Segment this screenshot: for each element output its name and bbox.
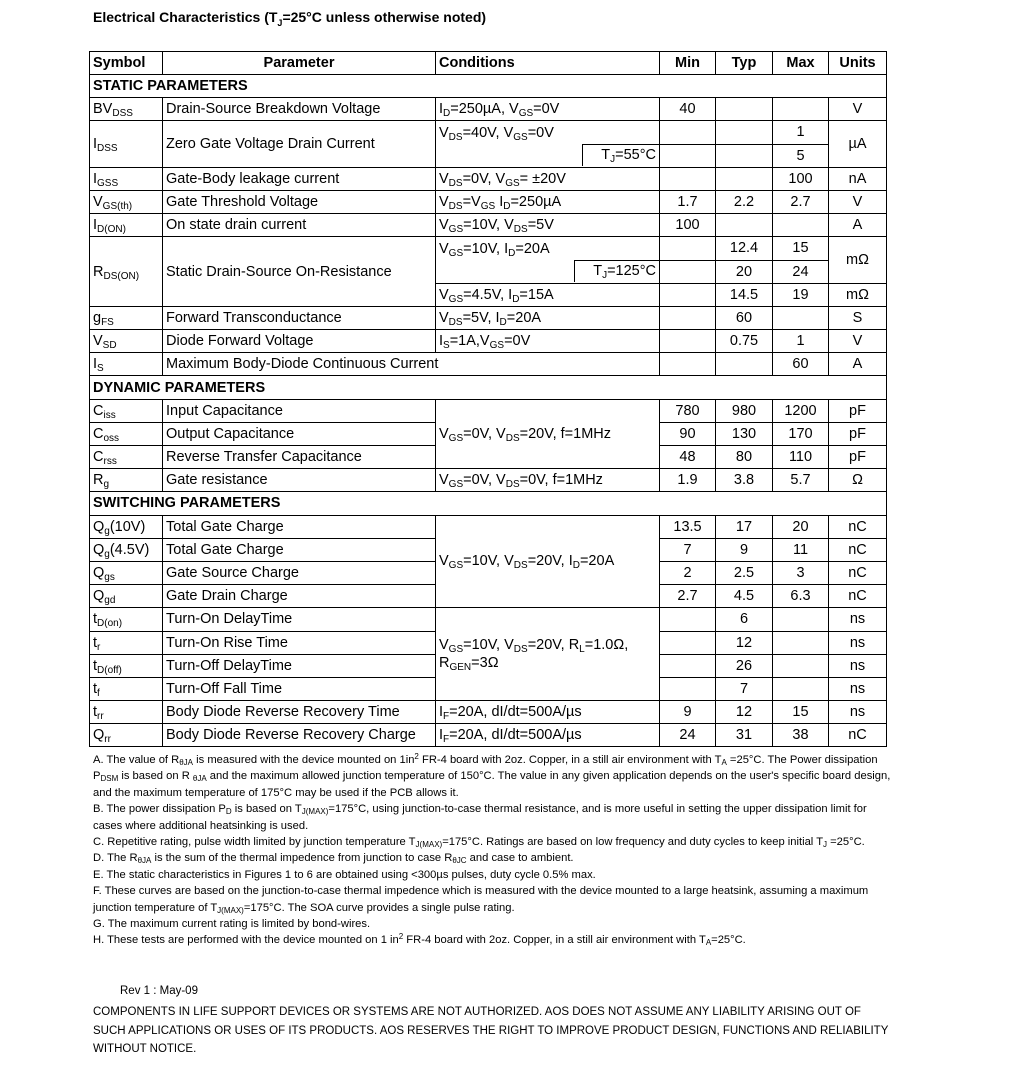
note-f: F. These curves are based on the junction-to-case thermal impedence which is measured with the device mounted to a large heatsink, assuming a maximum junction temperature of $T_{J(MAX)}=175^\circ C$. The SOA curve provides a single pulse rating.: [93, 885, 869, 915]
max-value: 15: [773, 701, 829, 724]
header-symbol: Symbol: [90, 52, 163, 75]
unit: nC: [829, 515, 887, 538]
header-typ: Typ: [716, 52, 773, 75]
conditions: $V_{GS}=0V$, $V_{DS}=0V$, f=1MHz: [436, 469, 660, 492]
max-value: [773, 306, 829, 329]
min-value: 1.7: [660, 190, 716, 213]
min-value: [660, 121, 716, 144]
unit: Ω: [829, 469, 887, 492]
symbol: $C_{oss}$: [90, 422, 163, 445]
min-value: 40: [660, 98, 716, 121]
parameter: Drain-Source Breakdown Voltage: [163, 98, 436, 121]
conditions: [436, 260, 660, 283]
max-value: 1: [773, 330, 829, 353]
max-value: 38: [773, 724, 829, 747]
table-row: [90, 98, 887, 121]
max-value: [773, 608, 829, 631]
max-value: [773, 677, 829, 700]
min-value: [660, 237, 716, 260]
symbol: $C_{rss}$: [90, 446, 163, 469]
parameter: Gate-Body leakage current: [163, 167, 436, 190]
parameter: On state drain current: [163, 214, 436, 237]
table-row: [90, 121, 887, 144]
parameter: Zero Gate Voltage Drain Current: [163, 121, 436, 167]
symbol: $V_{GS(th)}$: [90, 190, 163, 213]
unit: pF: [829, 399, 887, 422]
max-value: 1200: [773, 399, 829, 422]
min-value: [660, 631, 716, 654]
min-value: 13.5: [660, 515, 716, 538]
max-value: 1: [773, 121, 829, 144]
unit: nA: [829, 167, 887, 190]
symbol: $t_{rr}$: [90, 701, 163, 724]
electrical-characteristics-table: [89, 51, 887, 747]
parameter: Total Gate Charge: [163, 515, 436, 538]
max-value: 100: [773, 167, 829, 190]
parameter: Turn-Off DelayTime: [163, 654, 436, 677]
unit: ns: [829, 701, 887, 724]
max-value: 170: [773, 422, 829, 445]
symbol: $V_{SD}$: [90, 330, 163, 353]
unit: ns: [829, 654, 887, 677]
typ-value: 12.4: [716, 237, 773, 260]
unit: S: [829, 306, 887, 329]
note-h: H. These tests are performed with the device mounted on 1 $in^2$ FR-4 board with 2oz. Copper, in a still air environment with $T_A=25^\circ C$.: [93, 932, 746, 948]
header-row: [90, 52, 887, 75]
min-value: 48: [660, 446, 716, 469]
typ-value: 4.5: [716, 585, 773, 608]
parameter: Turn-On DelayTime: [163, 608, 436, 631]
page-title: Electrical Characteristics ($T_J=25^\circ C$ unless otherwise noted): [93, 9, 487, 28]
unit: nC: [829, 538, 887, 561]
min-value: [660, 144, 716, 167]
typ-value: 130: [716, 422, 773, 445]
note-a: A. The value of $R_{\theta JA}$ is measured with the device mounted on $1in^2$ FR-4 board with 2oz. Copper, in a still air environment with $T_A =25^\circ C$. The Power dissipation $P_{DSM}$ is based on R $_{\theta JA}$ and the maximum allowed junction temperature of 150°C. The value in any given application depends on the user's specific board design, and the maximum temperature of 175°C may be used if the PCB allows it.: [93, 752, 891, 799]
tj-condition: $T_J=55^\circ C$: [582, 144, 659, 166]
symbol: $R_{DS(ON)}$: [90, 237, 163, 307]
unit: A: [829, 214, 887, 237]
parameter: Static Drain-Source On-Resistance: [163, 237, 436, 307]
symbol: $I_S$: [90, 353, 163, 376]
unit: pF: [829, 446, 887, 469]
unit: nC: [829, 561, 887, 584]
max-value: 60: [773, 353, 829, 376]
conditions: $I_D=250\mu A$, $V_{GS}=0V$: [436, 98, 660, 121]
min-value: 2.7: [660, 585, 716, 608]
max-value: 11: [773, 538, 829, 561]
symbol: $I_{D(ON)}$: [90, 214, 163, 237]
conditions: $V_{GS}=10V$, $I_D=20A$: [436, 237, 660, 260]
typ-value: [716, 121, 773, 144]
table-row: [90, 306, 887, 329]
max-value: 6.3: [773, 585, 829, 608]
min-value: [660, 654, 716, 677]
symbol: $Q_g(4.5V)$: [90, 538, 163, 561]
max-value: [773, 654, 829, 677]
note-d: D. The $R_{\theta JA}$ is the sum of the thermal impedence from junction to case $R_{\theta JC}$ and case to ambient.: [93, 852, 574, 866]
min-value: [660, 608, 716, 631]
parameter: Turn-Off Fall Time: [163, 677, 436, 700]
max-value: 3: [773, 561, 829, 584]
typ-value: 12: [716, 631, 773, 654]
parameter: Forward Transconductance: [163, 306, 436, 329]
typ-value: 20: [716, 260, 773, 283]
symbol: $Q_{gs}$: [90, 561, 163, 584]
typ-value: 26: [716, 654, 773, 677]
typ-value: 9: [716, 538, 773, 561]
note-e: E. The static characteristics in Figures 1 to 6 are obtained using <300µs pulses, duty cycle 0.5% max.: [93, 868, 596, 881]
typ-value: [716, 98, 773, 121]
note-b: B. The power dissipation $P_D$ is based on $T_{J(MAX)}=175^\circ C$, using junction-to-case thermal resistance, and is more useful in setting the upper dissipation limit for cases where additional heatsinking is used.: [93, 803, 867, 832]
min-value: 90: [660, 422, 716, 445]
table-row: [90, 469, 887, 492]
max-value: 110: [773, 446, 829, 469]
symbol: $t_{D(off)}$: [90, 654, 163, 677]
conditions: $I_F=20A$, dI/dt=500A/µs: [436, 701, 660, 724]
unit: ns: [829, 631, 887, 654]
header-parameter: Parameter: [163, 52, 436, 75]
typ-value: 2.2: [716, 190, 773, 213]
min-value: 1.9: [660, 469, 716, 492]
symbol: $C_{iss}$: [90, 399, 163, 422]
table-row: [90, 515, 887, 538]
min-value: [660, 306, 716, 329]
unit: ns: [829, 608, 887, 631]
section-static: STATIC PARAMETERS: [90, 75, 887, 98]
table-row: [90, 190, 887, 213]
typ-value: 7: [716, 677, 773, 700]
parameter: Turn-On Rise Time: [163, 631, 436, 654]
conditions: $V_{GS}=0V$, $V_{DS}=20V$, f=1MHz: [436, 399, 660, 469]
min-value: 2: [660, 561, 716, 584]
min-value: 7: [660, 538, 716, 561]
conditions: $V_{GS}=10V$, $V_{DS}=20V$, $I_D=20A$: [436, 515, 660, 608]
max-value: 2.7: [773, 190, 829, 213]
max-value: [773, 214, 829, 237]
conditions: [436, 144, 660, 167]
table-row: [90, 167, 887, 190]
symbol: $R_g$: [90, 469, 163, 492]
symbol: $t_{D(on)}$: [90, 608, 163, 631]
parameter: Total Gate Charge: [163, 538, 436, 561]
unit: nC: [829, 585, 887, 608]
table-row: [90, 214, 887, 237]
header-units: Units: [829, 52, 887, 75]
table-row: [90, 608, 887, 631]
header-min: Min: [660, 52, 716, 75]
disclaimer: COMPONENTS IN LIFE SUPPORT DEVICES OR SYSTEMS ARE NOT AUTHORIZED. AOS DOES NOT ASSUME ANY LIABILITY ARISING OUT OF SUCH APPLICATIONS OR USES OF ITS PRODUCTS. AOS RESERVES THE RIGHT TO IMPROVE PRODUCT DESIGN, FUNCTIONS AND RELIABILITY WITHOUT NOTICE.: [93, 1006, 889, 1055]
typ-value: 3.8: [716, 469, 773, 492]
unit: ns: [829, 677, 887, 700]
conditions: $V_{DS}=0V$, $V_{GS}= \pm 20V$: [436, 167, 660, 190]
parameter: Diode Forward Voltage: [163, 330, 436, 353]
table-row: [90, 353, 887, 376]
parameter: Gate resistance: [163, 469, 436, 492]
section-dynamic: DYNAMIC PARAMETERS: [90, 376, 887, 399]
unit: V: [829, 98, 887, 121]
symbol: $BV_{DSS}$: [90, 98, 163, 121]
conditions: $V_{GS}=10V$, $V_{DS}=5V$: [436, 214, 660, 237]
parameter: Input Capacitance: [163, 399, 436, 422]
unit: pF: [829, 422, 887, 445]
header-max: Max: [773, 52, 829, 75]
min-value: 24: [660, 724, 716, 747]
typ-value: 6: [716, 608, 773, 631]
typ-value: 2.5: [716, 561, 773, 584]
unit: A: [829, 353, 887, 376]
unit: nC: [829, 724, 887, 747]
conditions: $V_{DS}=5V$, $I_D=20A$: [436, 306, 660, 329]
symbol: $Q_{gd}$: [90, 585, 163, 608]
section-switching: SWITCHING PARAMETERS: [90, 492, 887, 515]
min-value: [660, 283, 716, 306]
table-row: [90, 330, 887, 353]
table-row: [90, 237, 887, 260]
min-value: [660, 167, 716, 190]
max-value: [773, 631, 829, 654]
conditions: $V_{GS}=4.5V$, $I_D=15A$: [436, 283, 660, 306]
symbol: $t_f$: [90, 677, 163, 700]
typ-value: [716, 144, 773, 167]
conditions: $V_{GS}=10V$, $V_{DS}=20V$, $R_L=1.0\Omega$, $R_{GEN}=3\Omega$: [436, 608, 660, 701]
note-c: C. Repetitive rating, pulse width limited by junction temperature $T_{J(MAX)}=175^\circ C$. Ratings are based on low frequency and duty cycles to keep initial $T_J =25^\circ C$.: [93, 836, 865, 850]
max-value: 5.7: [773, 469, 829, 492]
conditions: $I_S=1A,V_{GS}=0V$: [436, 330, 660, 353]
min-value: [660, 677, 716, 700]
parameter: Body Diode Reverse Recovery Time: [163, 701, 436, 724]
min-value: [660, 330, 716, 353]
tj-condition: $T_J=125^\circ C$: [574, 260, 659, 282]
min-value: [660, 353, 716, 376]
max-value: 20: [773, 515, 829, 538]
symbol: $Q_{rr}$: [90, 724, 163, 747]
typ-value: 31: [716, 724, 773, 747]
footnotes: [93, 752, 893, 949]
min-value: 780: [660, 399, 716, 422]
unit: mΩ: [829, 237, 887, 283]
typ-value: 0.75: [716, 330, 773, 353]
min-value: 100: [660, 214, 716, 237]
typ-value: 60: [716, 306, 773, 329]
symbol: $Q_g(10V)$: [90, 515, 163, 538]
symbol: $I_{GSS}$: [90, 167, 163, 190]
table-row: [90, 701, 887, 724]
max-value: 15: [773, 237, 829, 260]
symbol: $t_r$: [90, 631, 163, 654]
unit: V: [829, 330, 887, 353]
min-value: [660, 260, 716, 283]
max-value: 5: [773, 144, 829, 167]
max-value: 19: [773, 283, 829, 306]
parameter: Gate Drain Charge: [163, 585, 436, 608]
unit: mΩ: [829, 283, 887, 306]
typ-value: 17: [716, 515, 773, 538]
typ-value: [716, 167, 773, 190]
parameter: Gate Source Charge: [163, 561, 436, 584]
typ-value: 12: [716, 701, 773, 724]
parameter: Reverse Transfer Capacitance: [163, 446, 436, 469]
revision-label: Rev 1 : May-09: [120, 985, 198, 997]
conditions: $V_{DS}=V_{GS}$ $I_D=250\mu A$: [436, 190, 660, 213]
max-value: 24: [773, 260, 829, 283]
unit: µA: [829, 121, 887, 167]
symbol: $I_{DSS}$: [90, 121, 163, 167]
conditions: $V_{DS}=40V$, $V_{GS}=0V$: [436, 121, 660, 144]
parameter: Body Diode Reverse Recovery Charge: [163, 724, 436, 747]
typ-value: 14.5: [716, 283, 773, 306]
min-value: 9: [660, 701, 716, 724]
note-g: G. The maximum current rating is limited by bond-wires.: [93, 918, 371, 931]
table-row: [90, 724, 887, 747]
unit: V: [829, 190, 887, 213]
table-row: [90, 399, 887, 422]
typ-value: 80: [716, 446, 773, 469]
parameter: Gate Threshold Voltage: [163, 190, 436, 213]
max-value: [773, 98, 829, 121]
typ-value: [716, 353, 773, 376]
symbol: $g_{FS}$: [90, 306, 163, 329]
parameter: Maximum Body-Diode Continuous Current: [163, 353, 660, 376]
parameter: Output Capacitance: [163, 422, 436, 445]
conditions: $I_F=20A$, dI/dt=500A/µs: [436, 724, 660, 747]
header-conditions: Conditions: [436, 52, 660, 75]
typ-value: 980: [716, 399, 773, 422]
typ-value: [716, 214, 773, 237]
